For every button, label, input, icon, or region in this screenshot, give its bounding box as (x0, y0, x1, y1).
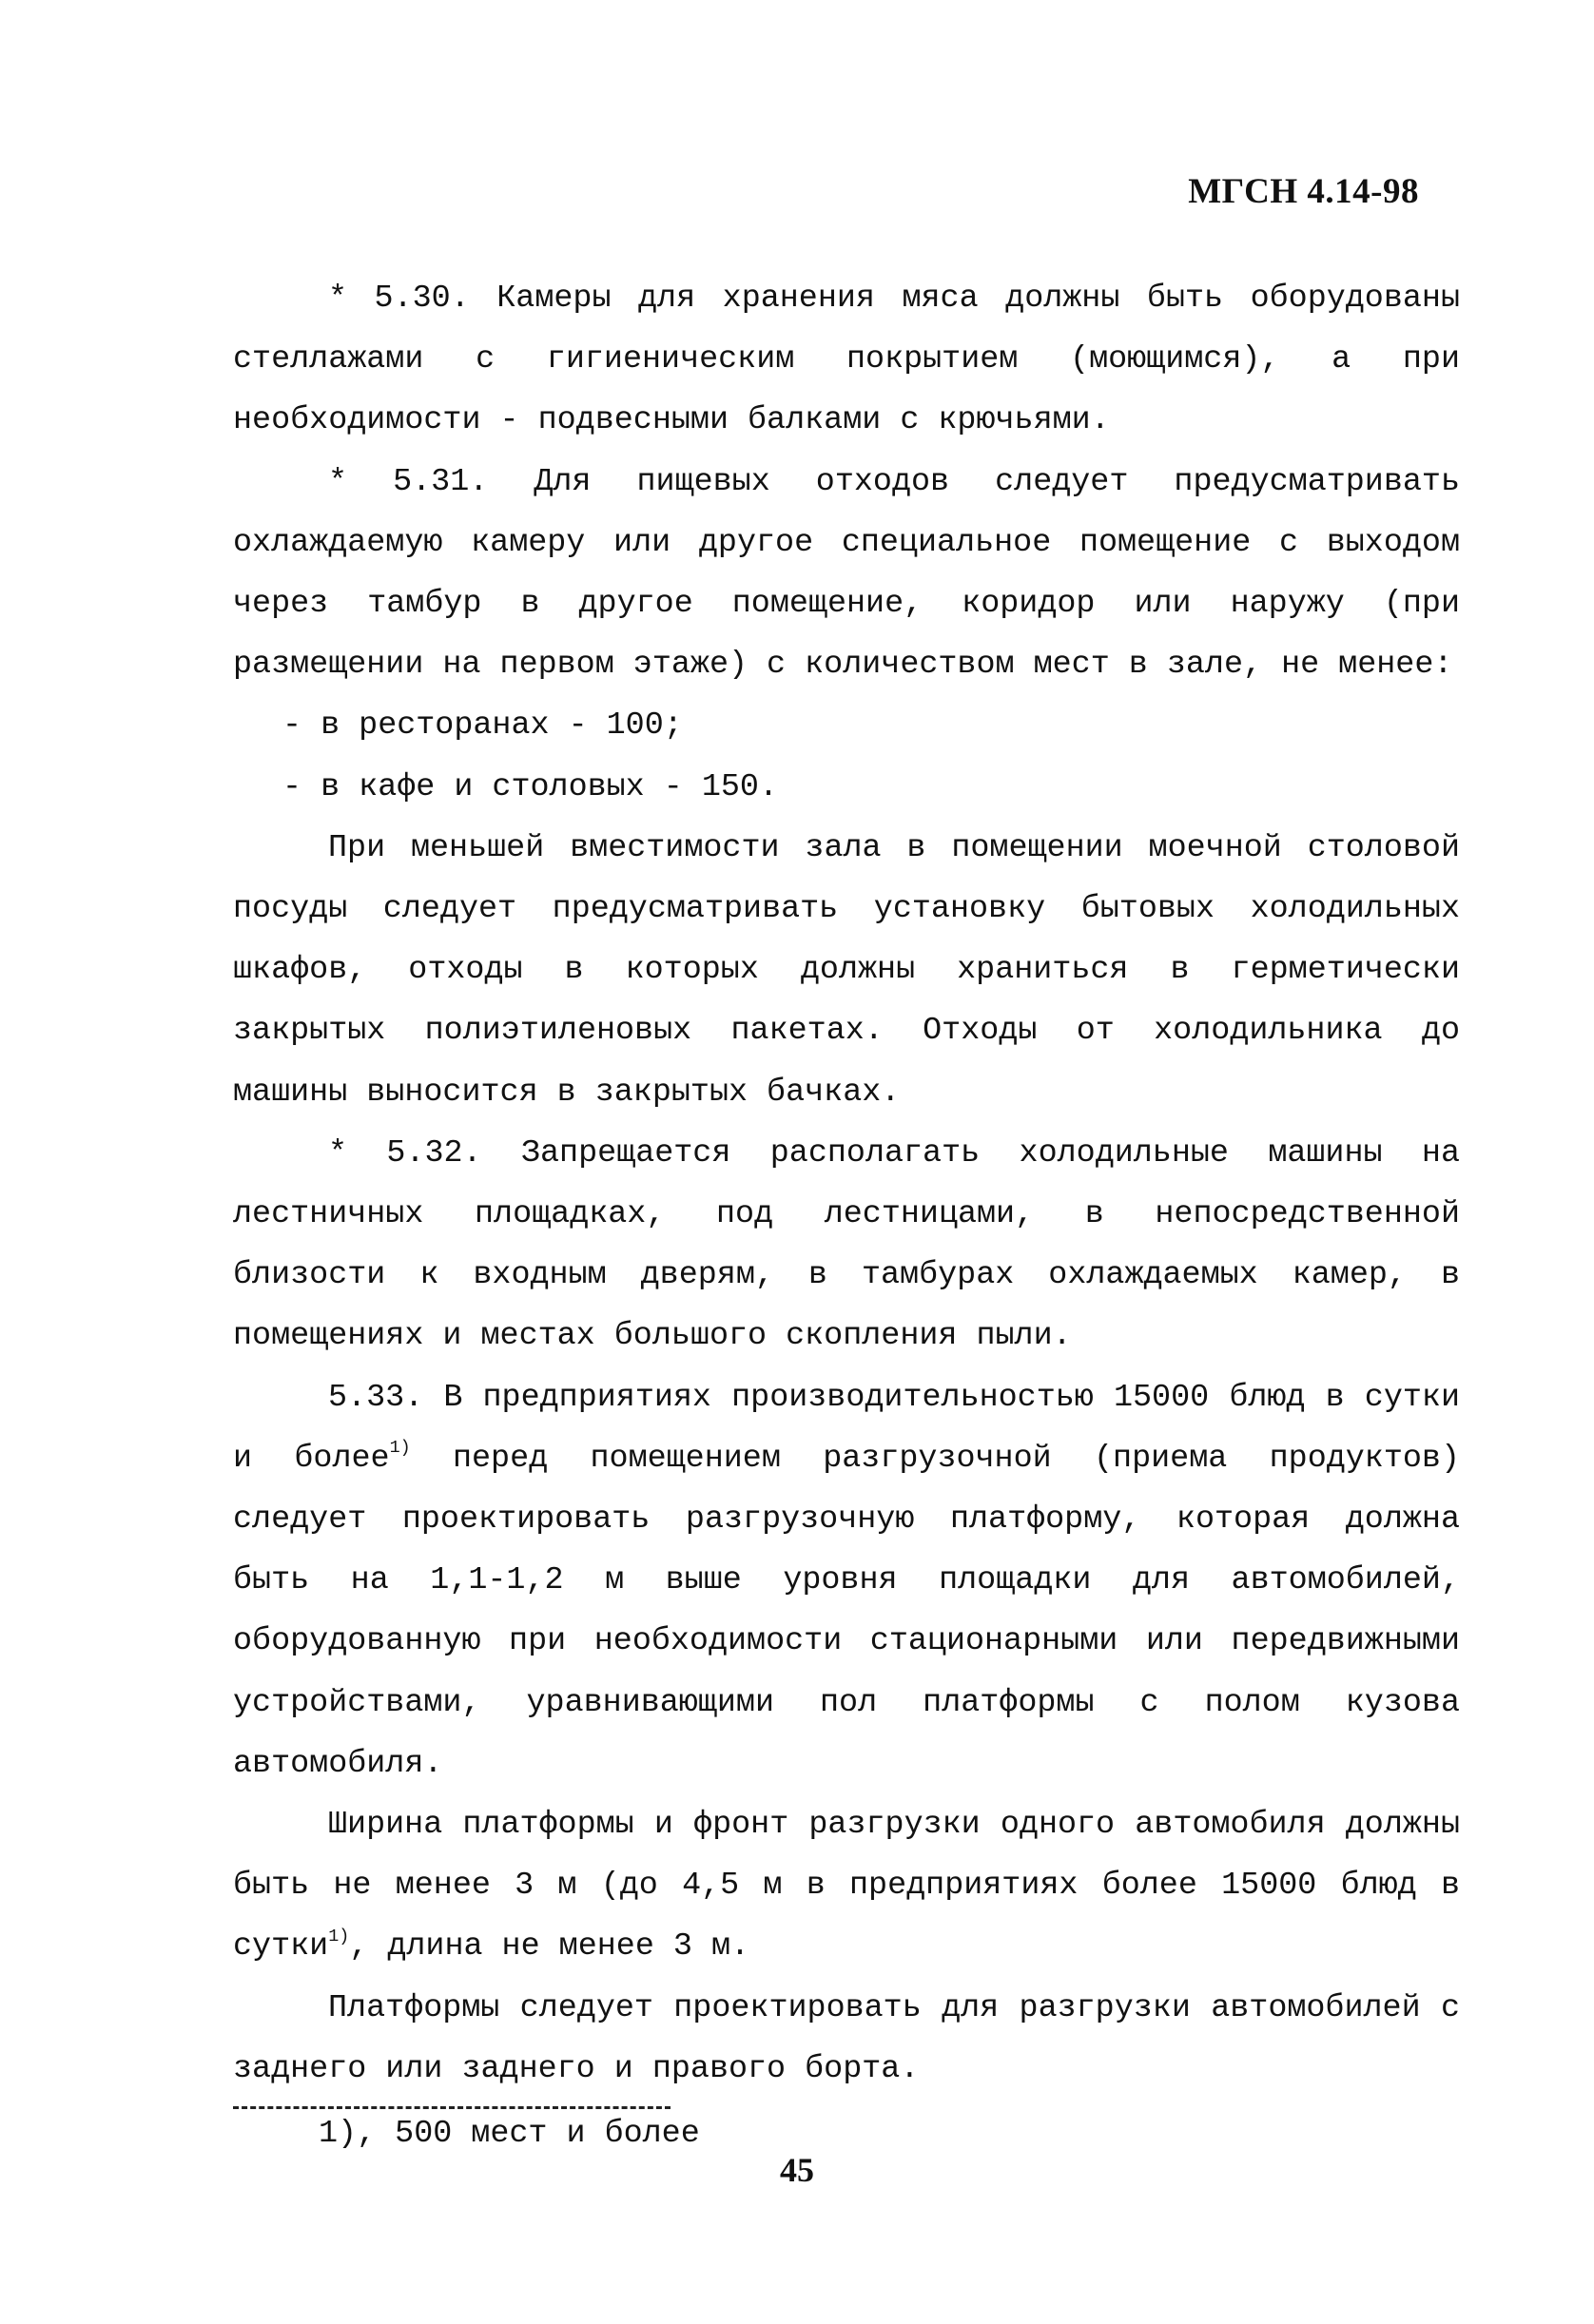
page-number: 45 (780, 2151, 814, 2189)
paragraph-platform-width (233, 1794, 1460, 1978)
footnote: 1), 500 мест и более (319, 2116, 700, 2152)
document-code-header: МГСН 4.14-98 (1188, 172, 1419, 211)
document-body (233, 268, 1460, 2100)
paragraph-platform-width-part2: , длина не менее 3 м. (349, 1928, 750, 1966)
paragraph-5-33-part2: перед помещением разгрузочной (приема продуктов) следует проектировать разгрузочную платформу, которая должна быть на 1,1-1,2 м выше уровня площадки для автомобилей, оборудованную при необходимости стационарными или передвижными устройствами, уравнивающими пол платформы с полом кузова автомобиля. (233, 1440, 1460, 1782)
paragraph-5-33 (233, 1367, 1460, 1794)
footnote-ref: 1) (389, 1437, 411, 1458)
paragraph-platform-unloading: Платформы следует проектировать для разгрузки автомобилей с заднего или заднего и правого борта. (233, 1989, 1460, 2087)
paragraph-small-capacity: При меньшей вместимости зала в помещении моечной столовой посуды следует предусматривать установку бытовых холодильных шкафов, отходы в которых должны храниться в герметически закрытых полиэтиленовых пакетах. Отходы от холодильника до машины выносится в закрытых бачках. (233, 829, 1460, 1111)
paragraph-5-30: * 5.30. Камеры для хранения мяса должны быть оборудованы стеллажами с гигиеническим покрытием (моющимся), а при необходимости - подвесными балками с крючьями. (233, 281, 1460, 439)
paragraph-platform-width-part1: Ширина платформы и фронт разгрузки одного автомобиля должны быть не менее 3 м (до 4,5 м в предприятиях более 15000 блюд в сутки (233, 1807, 1460, 1966)
footnote-ref: 1) (328, 1926, 350, 1946)
paragraph-5-33-part1: 5.33. В предприятиях производительностью 15000 блюд в сутки и более (233, 1379, 1460, 1477)
list-item-restaurants: - в ресторанах - 100; (282, 707, 683, 745)
paragraph-5-32: * 5.32. Запрещается располагать холодильные машины на лестничных площадках, под лестницами, в непосредственной близости к входным дверям, в тамбурах охлаждаемых камер, в помещениях и местах большого скопления пыли. (233, 1134, 1460, 1355)
paragraph-5-31: * 5.31. Для пищевых отходов следует предусматривать охлаждаемую камеру или другое специальное помещение с выходом через тамбур в другое помещение, коридор или наружу (при размещении на первом этаже) с количеством мест в зале, не менее: (233, 463, 1460, 684)
list-item-cafes: - в кафе и столовых - 150. (282, 768, 778, 805)
